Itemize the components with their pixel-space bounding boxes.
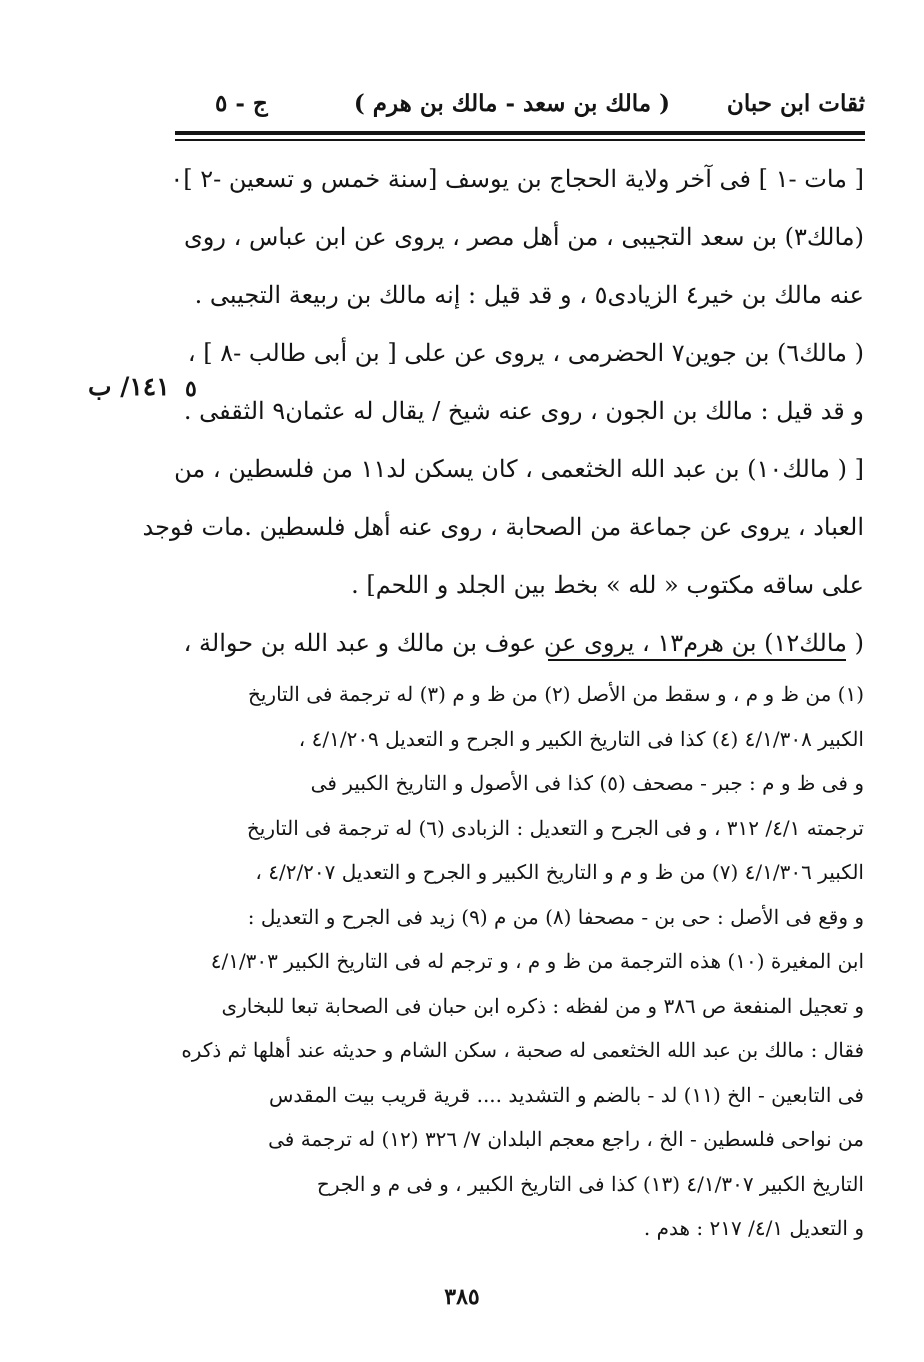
header-book-title: ثقات ابن حبان [726,90,865,117]
main-line: العباد ، يروى عن جماعة من الصحابة ، روى عنه أهل فلسطين .مات فوجد [142,513,864,541]
footnote-line: ترجمته ٤/١/ ٣١٢ ، و فى الجرح و التعديل : الزبادى (٦) له ترجمة فى التاريخ [246,815,864,840]
footnote-line: و وقع فى الأصل : حى بن - مصحفا (٨) من م (٩) زيد فى الجرح و التعديل : [247,904,864,929]
footnote-line: فقال : مالك بن عبد الله الخثعمى له صحبة ، سكن الشام و حديثه عند أهلها ثم ذكره [181,1038,864,1062]
page-number: ٣٨٥ [444,1284,480,1310]
main-line: عنه مالك بن خير٤ الزيادى٥ ، و قد قيل : إنه مالك بن ربيعة التجيبى . [194,281,864,309]
header-section-title: ( مالك بن سعد - مالك بن هرم ) [353,90,670,117]
footnote-line: ابن المغيرة (١٠) هذه الترجمة من ظ و م ، و ترجم له فى التاريخ الكبير ٤/١/٣٠٣ [210,949,864,973]
main-line: (مالك٣) بن سعد التجيبى ، من أهل مصر ، يروى عن ابن عباس ، روى [184,223,864,251]
main-line: [ ( مالك١٠) بن عبد الله الخثعمى ، كان يسكن لد١١ من فلسطين ، من [174,455,864,483]
footnote-line: و تعجيل المنفعة ص ٣٨٦ و من لفظه : ذكره ابن حبان فى الصحابة تبعا للبخارى [221,993,864,1018]
running-header [175,84,865,128]
footnote-separator [548,659,846,661]
main-line: [ مات -١ ] فى آخر ولاية الحجاج بن يوسف [سنة خمس و تسعين -٢ ]٠ [170,165,864,193]
footnote-line: فى التابعين - الخ (١١) لد - بالضم و التشديد .... قرية قريب بيت المقدس [268,1082,864,1107]
footnote-line: الكبير ٤/١/٣٠٦ (٧) من ظ و م و التاريخ الكبير و الجرح و التعديل ٤/٢/٢٠٧ ، [255,860,864,884]
header-rule-thick [175,131,865,135]
footnote-line: و فى ظ و م : جبر - مصحف (٥) كذا فى الأصول و التاريخ الكبير فى [310,771,864,795]
main-line: ( مالك٦) بن جوين٧ الحضرمى ، يروى عن على [ بن أبى طالب -٨ ] ، [187,339,864,367]
main-text-block [142,150,864,672]
header-rule-thin [175,139,865,141]
footnote-line: الكبير ٤/١/٣٠٨ (٤) كذا فى التاريخ الكبير و الجرح و التعديل ٤/١/٢٠٩ ، [298,726,864,751]
footnote-line: التاريخ الكبير ٤/١/٣٠٧ (١٣) كذا فى التاريخ الكبير ، و فى م و الجرح [316,1171,864,1196]
footnote-line: من نواحى فلسطين - الخ ، راجع معجم البلدان ٧/ ٣٢٦ (١٢) له ترجمة فى [268,1127,864,1151]
main-line: ( مالك١٢) بن هرم١٣ ، يروى عن عوف بن مالك و عبد الله بن حوالة ، [183,629,864,657]
header-volume-page: ج - ٥ [215,90,268,117]
main-line: على ساقه مكتوب « لله » بخط بين الجلد و اللحم] . [351,571,864,599]
margin-folio-reference: ١٤١/ ب [88,372,170,401]
main-line: و قد قيل : مالك بن الجون ، روى عنه شيخ / يقال له عثمان٩ الثقفى . [183,397,864,425]
footnote-line: (١) من ظ و م ، و سقط من الأصل (٢) من ظ و م (٣) له ترجمة فى التاريخ [247,682,864,706]
margin-line-number: ٥ [185,376,197,402]
footnotes-block [164,672,864,1251]
footnote-line: و التعديل ٤/١/ ٢١٧ : هدم . [643,1216,864,1240]
